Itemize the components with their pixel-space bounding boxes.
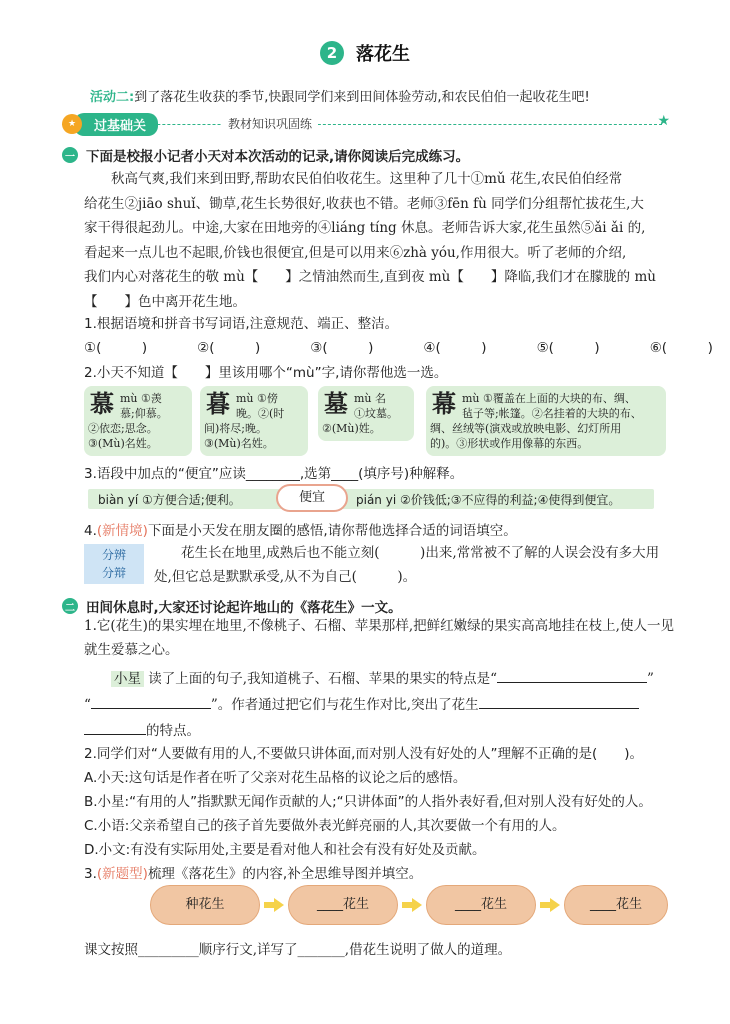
option-d[interactable]: D.小文:有没有实际用处,主要是看对他人和社会有没有好处及贡献。 — [84, 842, 486, 858]
q2-sub2: 2.同学们对“人要做有用的人,不要做只讲体面,而对别人没有好处的人”理解不正确的是( )。 — [84, 746, 643, 762]
dict-card-mu-admire — [84, 386, 192, 456]
blank-4[interactable]: ④( ) — [423, 340, 487, 356]
dict-line: ②依恋;思念。 — [88, 422, 158, 435]
dict-char: 幕 — [432, 389, 456, 418]
strip-word: 便宜 — [276, 484, 348, 512]
mindmap-node-2[interactable]: ____花生 — [288, 885, 398, 925]
passage-line-1: 秋高气爽,我们来到田野,帮助农民伯伯收花生。这里种了几十①mǔ 花生,农民伯伯经常 — [111, 171, 623, 187]
passage-line-3: 家干得很起劲儿。中途,大家在田地旁的④liáng tíng 休息。老师告诉大家,花生虽然⑤ǎi ǎi 的, — [84, 220, 646, 236]
dict-line: mù ①覆盖在上面的大块的布、绸、 — [462, 392, 636, 405]
q1-sub4-text: 下面是小天发在朋友圈的感悟,请你帮他选择合适的词语填空。 — [147, 523, 517, 539]
q1-sub3: 3.语段中加点的“便宜”应读________,选第____(填序号)种解释。 — [84, 466, 464, 482]
dict-char: 墓 — [324, 389, 348, 418]
dict-line: 的)。③形状或作用像幕的东西。 — [430, 437, 589, 450]
word-option-1: 分辨 — [101, 548, 126, 562]
passage-line-2: 给花生②jiāo shuǐ、锄草,花生长势很好,收获也不错。老师③fēn fù 同学们分组帮忙拔花生,大 — [84, 195, 644, 212]
dict-char: 暮 — [206, 389, 230, 418]
word-choice-box — [84, 544, 144, 584]
strip-right: pián yi ②价钱低;③不应得的利益;④使得到便宜。 — [356, 493, 621, 507]
q1-heading — [62, 145, 469, 165]
title-row — [0, 40, 730, 66]
new-situation-tag: (新情境) — [96, 523, 148, 539]
dict-line: mù 名 — [354, 392, 387, 405]
mindmap-node-4[interactable]: ____花生 — [564, 885, 668, 925]
q2-sub3: 3.(新题型)梳理《落花生》的内容,补全思维导图并填空。 — [84, 866, 423, 882]
dict-line: 慕;仰慕。 — [120, 407, 168, 420]
option-c[interactable]: C.小语:父亲希望自己的孩子首先要做外表光鲜亮丽的人,其次要做一个有用的人。 — [84, 818, 566, 834]
option-b[interactable]: B.小星:“有用的人”指默默无闻作贡献的人;“只讲体面”的人指外表好看,但对别人没有好处的人。 — [84, 794, 652, 810]
lesson-title: 落花生 — [356, 44, 410, 65]
word-option-2: 分辩 — [101, 566, 126, 580]
dict-card-mu-dusk — [200, 386, 308, 456]
dict-line: ①坟墓。 — [354, 407, 398, 420]
dict-line: 晚。②(时 — [236, 407, 285, 420]
q1-number: 一 — [62, 147, 78, 163]
ans-a: 读了上面的句子,我知道桃子、石榴、苹果的果实的特点是“ — [148, 671, 497, 687]
dict-line: mù ①羡 — [120, 392, 162, 405]
dict-line: 毡子等;帐篷。②名挂着的大块的布、 — [462, 407, 642, 420]
dict-line: mù ①傍 — [236, 392, 278, 405]
mindmap-node-3[interactable]: ____花生 — [426, 885, 536, 925]
blank-6[interactable]: ⑥( ) — [649, 340, 713, 356]
ans-c: 的特点。 — [146, 723, 200, 739]
option-a[interactable]: A.小天:这句话是作者在听了父亲对花生品格的议论之后的感悟。 — [84, 770, 467, 786]
q1-sub1: 1.根据语境和拼音书写词语,注意规范、端正、整洁。 — [84, 316, 399, 332]
activity-tag: 活动二: — [90, 90, 135, 105]
arrow-icon — [264, 898, 284, 912]
dict-card-mu-tomb — [318, 386, 414, 441]
activity-intro — [90, 86, 590, 105]
blank-2[interactable]: ②( ) — [197, 340, 261, 356]
mindmap-node-1: 种花生 — [150, 885, 260, 925]
blank-5[interactable]: ⑤( ) — [536, 340, 600, 356]
new-type-tag: (新题型) — [96, 866, 148, 882]
dict-line: ③(Mù)名姓。 — [204, 437, 274, 450]
arrow-icon — [540, 898, 560, 912]
answer-blank[interactable] — [84, 734, 146, 735]
blank-3[interactable]: ③( ) — [310, 340, 374, 356]
dict-line: ③(Mù)名姓。 — [88, 437, 158, 450]
banner-subtitle: 教材知识巩固练 — [222, 115, 318, 132]
dict-char: 慕 — [90, 389, 114, 418]
activity-text: 到了落花生收获的季节,快跟同学们来到田间体验劳动,和农民伯伯一起收花生吧! — [134, 90, 590, 105]
banner-badge: 过基础关 — [74, 113, 158, 136]
q2-sub1: 1.它(花生)的果实埋在地里,不像桃子、石榴、苹果那样,把鲜红嫩绿的果实高高地挂在枝上,使人一见就生爱慕之心。 — [84, 618, 674, 658]
answer-blank[interactable] — [497, 682, 647, 683]
q1-passage — [84, 167, 674, 314]
passage-line-4: 看起来一点儿也不起眼,价钱也很便宜,但是可以用来⑥zhà yóu,作用很大。听了老师的介绍, — [84, 244, 627, 261]
lesson-number-badge: 2 — [320, 41, 344, 65]
q1-sub4: 4.(新情境)下面是小天发在朋友圈的感悟,请你帮他选择合适的词语填空。 — [84, 523, 517, 539]
q1-sub2: 2.小天不知道【 】里该用哪个“mù”字,请你帮他选一选。 — [84, 365, 448, 381]
dict-line: 间)将尽;晚。 — [204, 422, 267, 435]
blank-1[interactable]: ①( ) — [84, 340, 148, 356]
q2-heading — [62, 596, 402, 616]
answer-blank[interactable] — [91, 708, 211, 709]
q1-blank-row — [84, 336, 713, 356]
ans-b: ”。作者通过把它们与花生作对比,突出了花生 — [210, 697, 479, 713]
q2-sub1-answer: 小星 读了上面的句子,我知道桃子、石榴、苹果的果实的特点是“ ” “ ”。作者通过把它们与花生作对比,突出了花生 的特点。 — [84, 671, 654, 739]
q2-number: 二 — [62, 598, 78, 614]
dict-line: 绸、丝绒等(演戏或放映电影、幻灯所用 — [430, 422, 622, 435]
q2-sub3-text: 梳理《落花生》的内容,补全思维导图并填空。 — [147, 866, 423, 882]
passage-line-5: 我们内心对落花生的敬 mù【 】之情油然而生,直到夜 mù【 】降临,我们才在朦胧的 mù — [84, 269, 656, 285]
pinyin-strip — [88, 489, 654, 509]
book-icon: ★ — [62, 114, 82, 134]
q2-final-sentence: 课文按照_________顺序行文,详写了_______,借花生说明了做人的道理。 — [84, 942, 512, 958]
section-banner — [62, 113, 672, 135]
q2-heading-text: 田间休息时,大家还讨论起许地山的《落花生》一文。 — [86, 600, 402, 616]
word-choice-text: 花生长在地里,成熟后也不能立刻( )出来,常常被不了解的人误会没有多大用处,但它总是默默承受,从不为自己( )。 — [154, 545, 660, 585]
dict-line: ②(Mù)姓。 — [322, 422, 381, 435]
dict-card-mu-curtain — [426, 386, 666, 456]
xiaoxing-label: 小星 — [111, 671, 144, 687]
arrow-icon — [402, 898, 422, 912]
q1-heading-text: 下面是校报小记者小天对本次活动的记录,请你阅读后完成练习。 — [86, 149, 470, 165]
answer-blank[interactable] — [479, 708, 639, 709]
strip-left: biàn yí ①方便合适;便利。 — [98, 493, 241, 507]
passage-line-6: 【 】色中离开花生地。 — [84, 293, 246, 310]
star-icon: ★ — [657, 113, 670, 129]
